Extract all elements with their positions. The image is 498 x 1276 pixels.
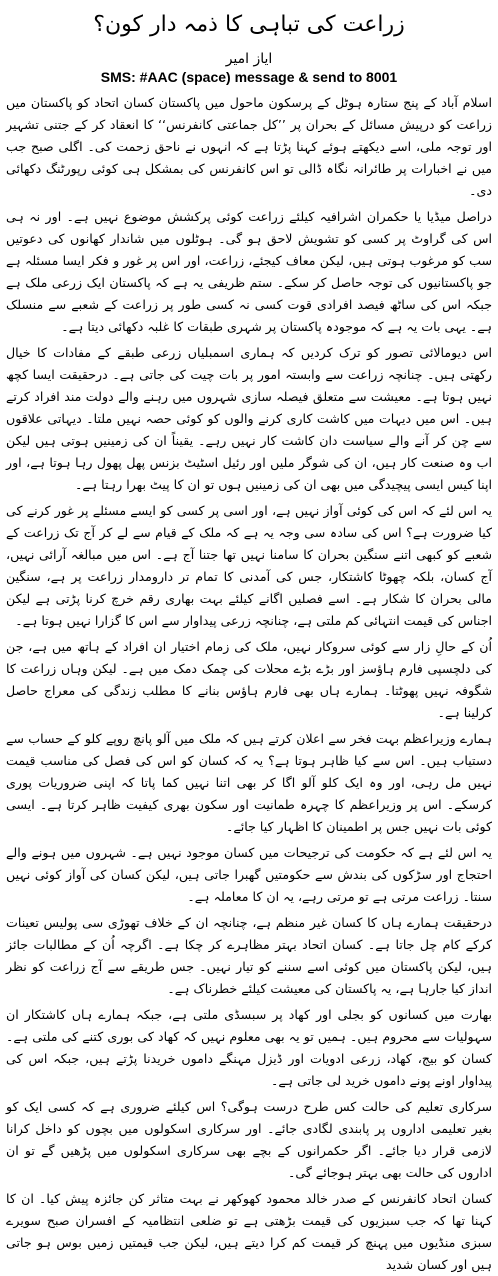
article-paragraph: اسلام آباد کے پنج ستارہ ہوٹل کے پرسکون ماحول میں پاکستان کسان اتحاد کو پاکستان میں زراعت کو درپیش مسائل کے بحران پر ’’کل جماعتی کانفرنس‘‘ کا انعقاد کر کے جتنی تشہیر اور توجہ ملی، اسے دیکھتے ہوئے کہنا پڑتا ہے کہ انہوں نے ناحق زحمت کی۔ اگلی صبح جب میں نے اخبارات پر طائرانہ نگاہ ڈالی تو اس کانفرنس کی بمشکل ہی کوئی رپورٹنگ دکھائی دی۔	[6, 95, 492, 198]
sms-instruction: SMS: #AAC (space) message & send to 8001	[100, 69, 398, 85]
article-paragraph: دراصل میڈیا یا حکمران اشرافیہ کیلئے زراعت کوئی پرکشش موضوع نہیں ہے۔ اور نہ ہی اس کی گراوٹ پر کسی کو تشویش لاحق ہو گی۔ ہوٹلوں میں شاندار کھانوں کی دعوتیں سب کو مرغوب ہوتی ہیں، لیکن معاف کیجئے، زراعت، اور اس پر غور و فکر ایسا مسئلہ ہے جو پاکستانیوں کی توجہ حاصل کر سکے۔ ستم ظریفی یہ ہے کہ پاکستان ایک زرعی ملک ہے جبکہ اس کی ساٹھ فیصد افرادی قوت کسی نہ کسی طور پر زراعت کے شعبے سے منسلک ہے۔ یہی بات یہ ہے کہ موجودہ پاکستان پر شہری طبقات کا غلبہ دکھائی دیتا ہے۔	[6, 209, 492, 334]
article-paragraph: اس دیومالائی تصور کو ترک کردیں کہ ہماری اسمبلیاں زرعی طبقے کے مفادات کا خیال رکھتی ہیں۔ چنانچہ زراعت سے وابستہ امور پر بات چیت کی جاتی ہے۔ درحقیقت ایسا کچھ نہیں ہوتا ہے۔ معیشت سے متعلق فیصلہ سازی شہروں میں رہنے والے دولت مند افراد کرتے ہیں۔ اس میں دیہات میں کاشت کاری کرنے والوں کو کوئی حصہ نہیں ملتا۔ دیہاتی علاقوں سے چن کر آنے والے سیاست دان کاشت کار نہیں رہے۔ یقیناً ان کی زمینیں ہوتی ہیں لیکن اب وہ صنعت کار ہیں، ان کی شوگر ملیں اور رئیل اسٹیٹ بزنس پھل پھول رہا ہوتا ہے، اور اپنا کیس ایسی پیچیدگی میں بھی ان کی زمینیں ہوں تو ان کا پیٹ بھرا رہتا ہے۔	[6, 345, 492, 492]
article-paragraph: یہ اس لئے کہ اس کی کوئی آواز نہیں ہے، اور اسی پر کسی کو ایسے مسئلے پر غور کرنے کی کیا ضرورت ہے؟ اس کی سادہ سی وجہ یہ ہے کہ ملک کے قیام سے لے کر آج تک زراعت کے شعبے کو کبھی اتنے سنگین بحران کا سامنا نہیں تھا جتنا آج ہے۔ اس میں مبالغہ آرائی نہیں، آج کسان، بلکہ چھوٹا کاشتکار، جس کی آمدنی کا تمام تر دارومدار زراعت پر ہے، سنگین مالی بحران کا شکار ہے۔ اسے فصلیں اگانے کیلئے بہت بھاری رقم خرچ کرنا پڑتی ہے لیکن اجناس کی قیمت انتہائی کم ملتی ہے، چنانچہ زرعی پیداوار سے اس کا گزارا نہیں ہوتا ہے۔	[6, 503, 492, 628]
article-paragraph: اُن کے حالِ زار سے کوئی سروکار نہیں، ملک کی زمام اختیار ان افراد کے ہاتھ میں ہے، جن کی دلچسپی فارم ہاؤسز اور بڑے بڑے محلات کی چمک دمک میں ہے۔ لیکن وہاں زراعت کا شگوفہ نہیں پھوٹتا۔ ہمارے ہاں بھی فارم ہاؤس بنانے کا مطلب زندگی کی معراج حاصل کرلینا ہے۔	[6, 639, 492, 720]
article-body	[6, 92, 492, 1276]
article-paragraph: درحقیقت ہمارے ہاں کا کسان غیر منظم ہے، چنانچہ ان کے خلاف تھوڑی سی پولیس تعینات کرکے کام چل جاتا ہے۔ کسان اتحاد بہتر مظاہرے کر چکا ہے۔ اگرچہ اُن کے مطالبات جائز ہیں، لیکن پاکستان میں کوئی اسے سننے کو تیار نہیں۔ جس طریقے سے آج زراعت کو نظر انداز کیا جارہا ہے، یہ پاکستان کی معیشت کیلئے خطرناک ہے۔	[6, 915, 492, 996]
article-paragraph: یہ اس لئے ہے کہ حکومت کی ترجیحات میں کسان موجود نہیں ہے۔ شہروں میں ہونے والے احتجاج اور سڑکوں کی بندش سے حکومتیں گھبرا جاتی ہیں، لیکن کسان کی آواز کوئی نہیں سنتا۔ زراعت مرتی ہے تو مرتی رہے، یہ ان کا معاملہ ہے۔	[6, 845, 492, 904]
column-title: زراعت کی تباہی کا ذمہ دار کون؟	[93, 12, 405, 37]
article-paragraph: سرکاری تعلیم کی حالت کس طرح درست ہوگی؟ اس کیلئے ضروری ہے کہ کسی ایک کو بغیر تعلیمی اداروں پر پابندی لگادی جائے۔ اور سرکاری اسکولوں میں بچوں کو داخل کرانا لازمی قرار دیا جائے۔ اگر حکمرانوں کے بچے بھی سرکاری اسکولوں میں پڑھیں گے تو ان اداروں کی حالت بھی بہتر ہوجائے گی۔	[6, 1099, 492, 1180]
author-name: ایاز امیر	[225, 51, 273, 67]
article-paragraph: ہمارے وزیراعظم بہت فخر سے اعلان کرتے ہیں کہ ملک میں آلو پانچ روپے کلو کے حساب سے دستیاب ہیں۔ اس سے کیا ظاہر ہوتا ہے؟ یہ کہ کسان کو اس کی فصل کی مناسب قیمت نہیں مل رہی، اور وہ ایک کلو آلو اگا کر بھی اتنا نہیں کما پاتا کہ اپنی ضروریات پوری کرسکے۔ اس پر وزیراعظم کا چہرہ طمانیت اور سکون بھری کیفیت ظاہر کرتا ہے۔ ایسی کوئی بات نہیں جس پر اطمینان کا اظہار کیا جائے۔	[6, 731, 492, 834]
article-paragraph: کسان اتحاد کانفرنس کے صدر خالد محمود کھوکھر نے بہت متاثر کن جائزہ پیش کیا۔ ان کا کہنا تھا کہ جب سبزیوں کی قیمت بڑھتی ہے تو ضلعی انتظامیہ کے افسران صبح سویرے سبزی منڈیوں میں پہنچ کر قیمت کم کرا دیتے ہیں، لیکن جب قیمتیں زمیں بوس ہو جاتی ہیں اور کسان شدید	[6, 1191, 492, 1272]
article-paragraph: بھارت میں کسانوں کو بجلی اور کھاد پر سبسڈی ملتی ہے، جبکہ ہمارے ہاں کاشتکار ان سہولیات سے محروم ہیں۔ ہمیں تو یہ بھی معلوم نہیں کہ کھاد کی بوری کتنے کی ملتی ہے۔ کسان کو بیج، کھاد، زرعی ادویات اور ڈیزل مہنگے داموں خریدنا پڑتے ہیں، جبکہ اس کی پیداوار اونے پونے داموں خرید لی جاتی ہے۔	[6, 1007, 492, 1088]
